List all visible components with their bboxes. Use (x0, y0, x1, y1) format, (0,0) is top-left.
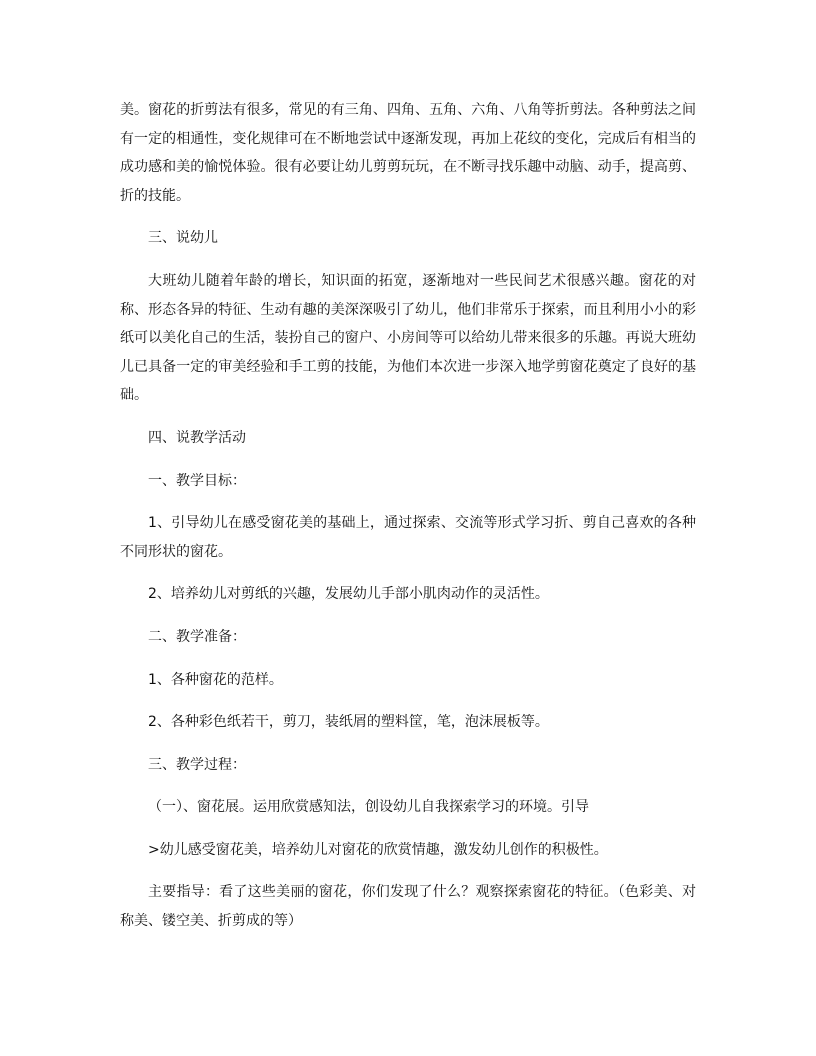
paragraph-children: 大班幼儿随着年龄的增长，知识面的拓宽，逐渐地对一些民间艺术很感兴趣。窗花的对称、形态各异的特征、生动有趣的美深深吸引了幼儿，他们非常乐于探索，而且利用小小的彩纸可以美化自己的生活，装扮自己的窗户、小房间等可以给幼儿带来很多的乐趣。再说大班幼儿已具备一定的审美经验和手工剪的技能，为他们本次进一步深入地学剪窗花奠定了良好的基础。 (120, 272, 696, 404)
process-step-1-continued: >幼儿感受窗花美，培养幼儿对窗花的欣赏情趣，激发幼儿创作的积极性。 (148, 841, 608, 858)
process-step-1: （一）、窗花展。运用欣赏感知法，创设幼儿自我探索学习的环境。引导 (148, 799, 589, 816)
heading-teaching-activity: 四、说教学活动 (148, 429, 246, 446)
preparation-item-2: 2、各种彩色纸若干，剪刀，装纸屑的塑料筐，笔，泡沫展板等。 (148, 714, 549, 731)
goal-item-2: 2、培养幼儿对剪纸的兴趣，发展幼儿手部小肌肉动作的灵活性。 (148, 586, 549, 603)
heading-teaching-preparation: 二、教学准备： (148, 628, 246, 645)
goal-item-1: 1、引导幼儿在感受窗花美的基础上，通过探索、交流等形式学习折、剪自己喜欢的各种不同形状的窗花。 (120, 515, 696, 560)
preparation-item-1: 1、各种窗花的范样。 (148, 671, 283, 688)
main-guidance: 主要指导：看了这些美丽的窗花，你们发现了什么？观察探索窗花的特征。（色彩美、对称美、镂空美、折剪成的等） (120, 884, 696, 930)
heading-teaching-process: 三、教学过程： (148, 756, 246, 773)
paragraph-intro: 美。窗花的折剪法有很多，常见的有三角、四角、五角、六角、八角等折剪法。各种剪法之间有一定的相通性，变化规律可在不断地尝试中逐渐发现，再加上花纹的变化，完成后有相当的成功感和美的愉悦体验。很有必要让幼儿剪剪玩玩，在不断寻找乐趣中动脑、动手，提高剪、折的技能。 (120, 102, 696, 204)
heading-teaching-goals: 一、教学目标： (148, 472, 246, 489)
document-page (120, 96, 696, 936)
heading-about-children: 三、说幼儿 (148, 230, 218, 247)
